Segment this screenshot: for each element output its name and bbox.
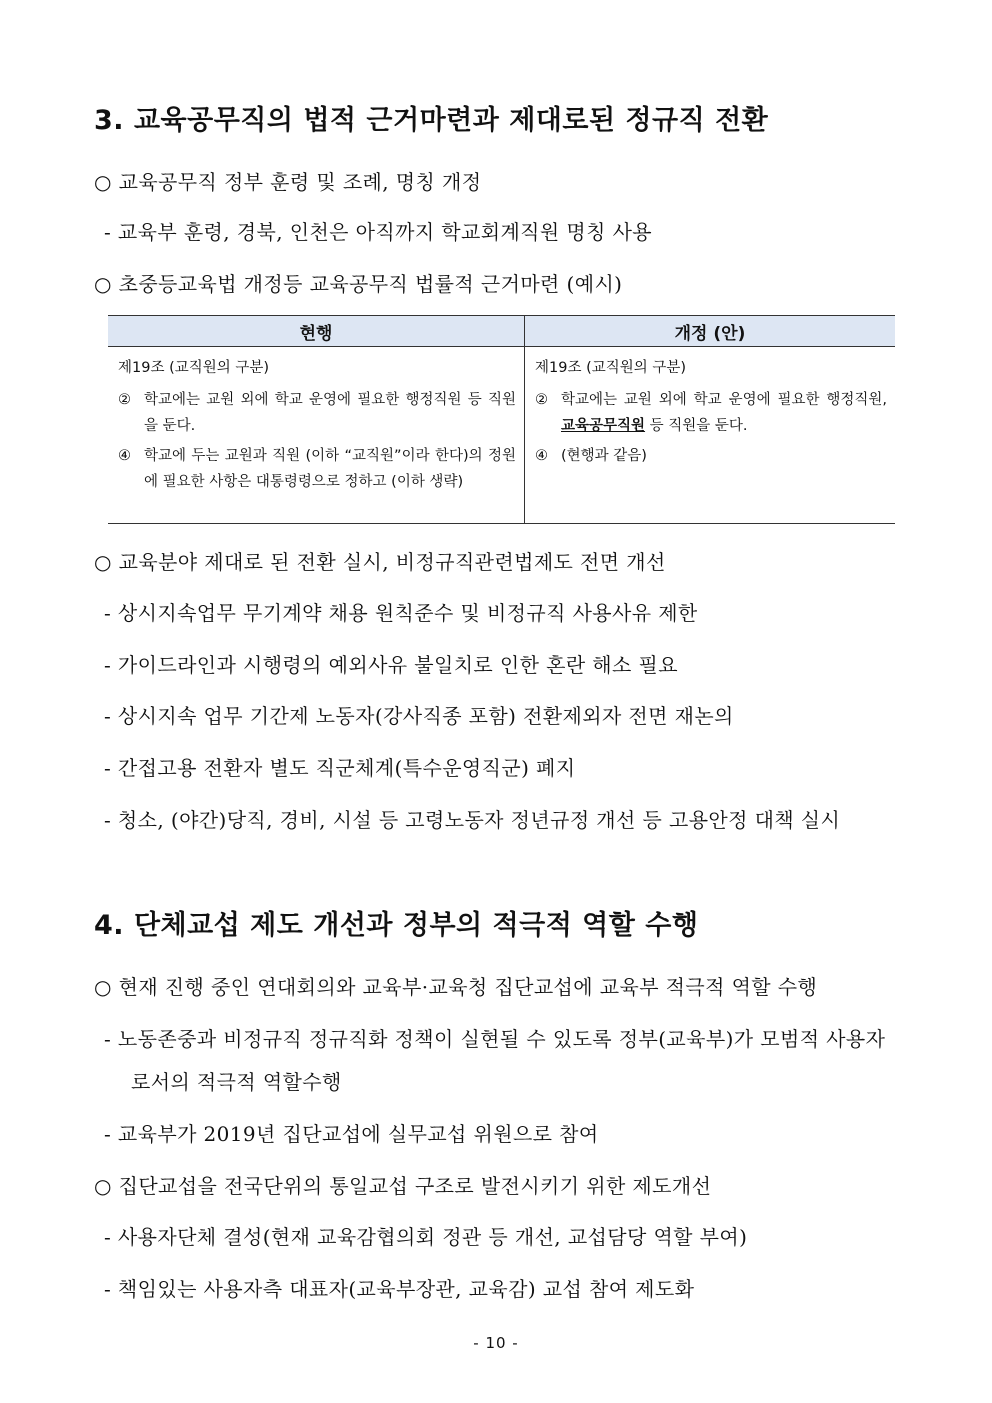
section-4-point-1: ○ 현재 진행 중인 연대회의와 교육부·교육청 집단교섭에 교육부 적극적 역할 수행 <box>94 975 818 999</box>
page-number: - 10 - <box>473 1334 519 1352</box>
current-article-title: 제19조 (교직원의 구분) <box>118 360 270 376</box>
revision-clause-4 <box>535 443 887 469</box>
section-4-point-1-sub-1-continued: 로서의 적극적 역할수행 <box>131 1070 342 1094</box>
clause-text: 학교에는 교원 외에 학교 운영에 필요한 행정직원 등 직원을 둔다. <box>144 392 516 434</box>
section-3-point-3-sub-1: - 상시지속업무 무기계약 채용 원칙준수 및 비정규직 사용사유 제한 <box>104 601 698 625</box>
clause-number: ④ <box>535 448 548 464</box>
clause-number: ② <box>118 392 131 408</box>
current-clause-2 <box>118 387 516 439</box>
section-3-point-2: ○ 초중등교육법 개정등 교육공무직 법률적 근거마련 (예시) <box>94 272 623 296</box>
clause-text: 학교에 두는 교원과 직원 (이하 “교직원”이라 한다)의 정원에 필요한 사항은 대통령령으로 정하고 (이하 생략) <box>144 448 516 490</box>
section-4-point-1-sub-1: - 노동존중과 비정규직 정규직화 정책이 실현될 수 있도록 정부(교육부)가 모범적 사용자 <box>104 1027 886 1051</box>
clause-number: ② <box>535 392 548 408</box>
clause-text-pre: 학교에는 교원 외에 학교 운영에 필요한 행정직원, <box>561 392 887 408</box>
section-3-point-3-sub-5: - 청소, (야간)당직, 경비, 시설 등 고령노동자 정년규정 개선 등 고용안정 대책 실시 <box>104 808 841 832</box>
column-header-revision: 개정 (안) <box>525 316 896 347</box>
law-comparison-table <box>108 315 895 524</box>
section-4-point-2-sub-1: - 사용자단체 결성(현재 교육감협의회 정관 등 개선, 교섭담당 역할 부여) <box>104 1225 748 1249</box>
section-3-point-3-sub-2: - 가이드라인과 시행령의 예외사유 불일치로 인한 혼란 해소 필요 <box>104 653 678 677</box>
section-3-point-3-sub-3: - 상시지속 업무 기간제 노동자(강사직종 포함) 전환제외자 전면 재논의 <box>104 704 734 728</box>
clause-number: ④ <box>118 448 131 464</box>
section-3-point-3-sub-4: - 간접고용 전환자 별도 직군체계(특수운영직군) 폐지 <box>104 756 576 780</box>
column-header-current: 현행 <box>108 316 525 347</box>
section-3-point-1-sub-1: - 교육부 훈령, 경북, 인천은 아직까지 학교회계직원 명칭 사용 <box>104 220 653 244</box>
section-4-point-2: ○ 집단교섭을 전국단위의 통일교섭 구조로 발전시키기 위한 제도개선 <box>94 1174 712 1198</box>
section-3-point-3: ○ 교육분야 제대로 된 전환 실시, 비정규직관련법제도 전면 개선 <box>94 550 666 574</box>
section-4-heading: 4. 단체교섭 제도 개선과 정부의 적극적 역할 수행 <box>94 910 699 941</box>
clause-text-post: 등 직원을 둔다. <box>645 418 748 434</box>
revision-article-title: 제19조 (교직원의 구분) <box>535 360 687 376</box>
revision-clause-2 <box>535 387 887 439</box>
section-4-point-2-sub-2: - 책임있는 사용자측 대표자(교육부장관, 교육감) 교섭 참여 제도화 <box>104 1277 695 1301</box>
current-law-cell <box>108 347 525 524</box>
section-3-point-1: ○ 교육공무직 정부 훈령 및 조례, 명칭 개정 <box>94 170 482 194</box>
highlighted-term: 교육공무직원 <box>561 418 646 434</box>
section-4-point-1-sub-2: - 교육부가 2019년 집단교섭에 실무교섭 위원으로 참여 <box>104 1122 599 1146</box>
clause-text <box>561 387 887 439</box>
current-clause-4 <box>118 443 516 495</box>
clause-text: (현행과 같음) <box>561 448 647 464</box>
revision-law-cell <box>525 347 896 524</box>
section-3-heading: 3. 교육공무직의 법적 근거마련과 제대로된 정규직 전환 <box>94 105 769 136</box>
